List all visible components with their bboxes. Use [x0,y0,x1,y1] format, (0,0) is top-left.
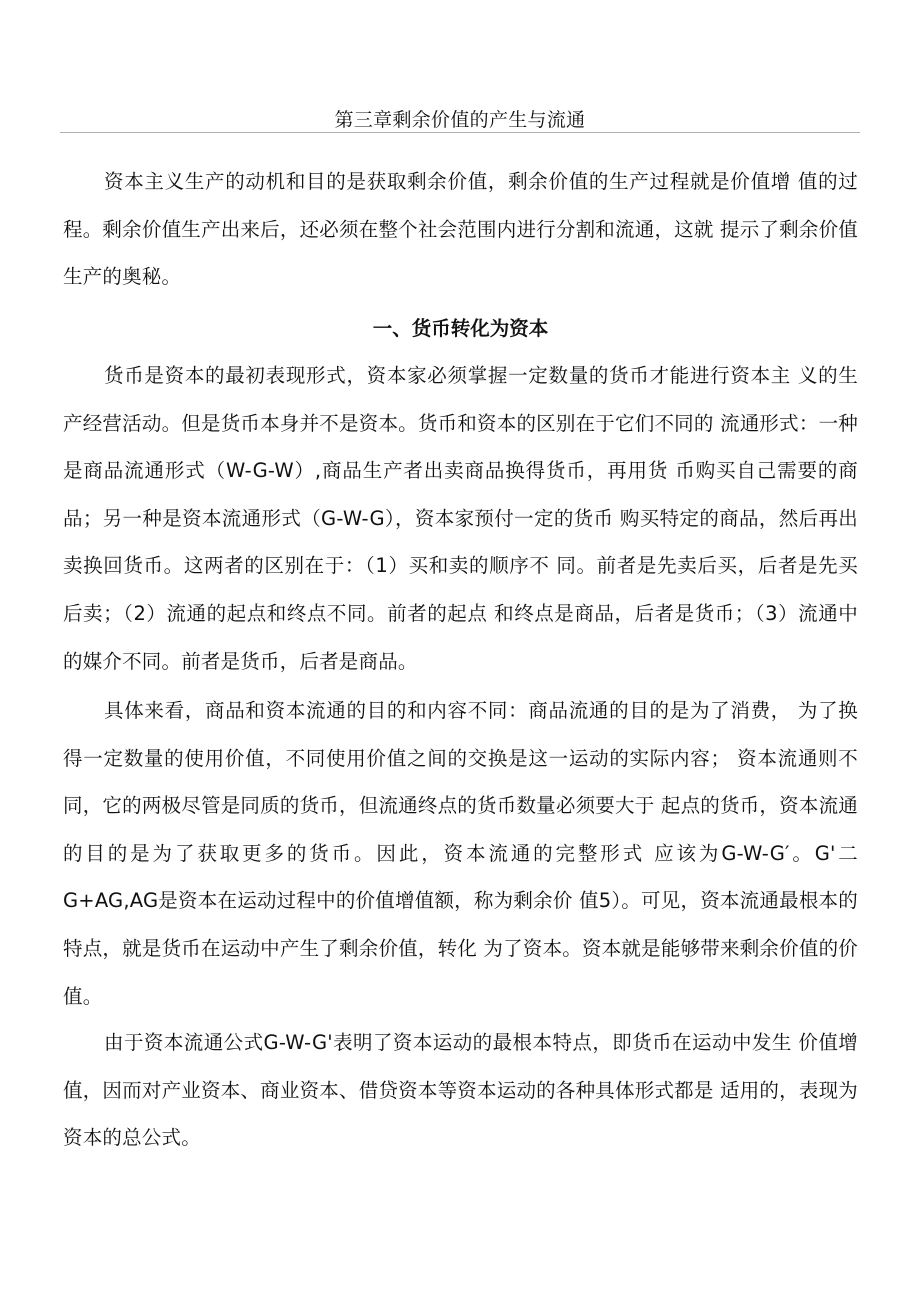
paragraph-circulation-purpose: 具体来看，商品和资本流通的目的和内容不同：商品流通的目的是为了消费， 为了换得一定数量的使用价值，不同使用价值之间的交换是这一运动的实际内容； 资本流通则不同，它的两极尽管是同质的货币，但流通终点的货币数量必须要大于 起点的货币，资本流通的目的是为了获取更多的货币。因此，资本流通的完整形式 应该为G-W-G′。G'二G+AG,AG是资本在运动过程中的价值增值额，称为剩余价 值5）。可见，资本流通最根本的特点，就是货币在运动中产生了剩余价值，转化 为了资本。资本就是能够带来剩余价值的价值。 [63,699,858,1008]
paragraph-general-formula: 由于资本流通公式G-W-G'表明了资本运动的最根本特点，即货币在运动中发生 价值增值，因而对产业资本、商业资本、借贷资本等资本运动的各种具体形式都是 适用的，表现为资本的总公式。 [63,1031,858,1150]
paragraph-intro: 资本主义生产的动机和目的是获取剩余价值，剩余价值的生产过程就是价值增 值的过程。剩余价值生产出来后，还必须在整个社会范围内进行分割和流通，这就 提示了剩余价值生产的奥秘。 [63,170,858,289]
chapter-title: 第三章剩余价值的产生与流通 [334,109,586,131]
title-underline-rule [60,132,860,133]
section-heading: 一、货币转化为资本 [372,317,549,340]
paragraph-money-to-capital: 货币是资本的最初表现形式，资本家必须掌握一定数量的货币才能进行资本主 义的生产经营活动。但是货币本身并不是资本。货币和资本的区别在于它们不同的 流通形式：一种是商品流通形式（W-G-W）,商品生产者出卖商品换得货币，再用货 币购买自己需要的商品；另一种是资本流通形式（G-W-G），资本家预付一定的货币 购买特定的商品，然后再出卖换回货币。这两者的区别在于：（1）买和卖的顺序不 同。前者是先卖后买，后者是先买后卖；（2）流通的起点和终点不同。前者的起点 和终点是商品，后者是货币；（3）流通中的媒介不同。前者是货币，后者是商品。 [63,364,858,673]
